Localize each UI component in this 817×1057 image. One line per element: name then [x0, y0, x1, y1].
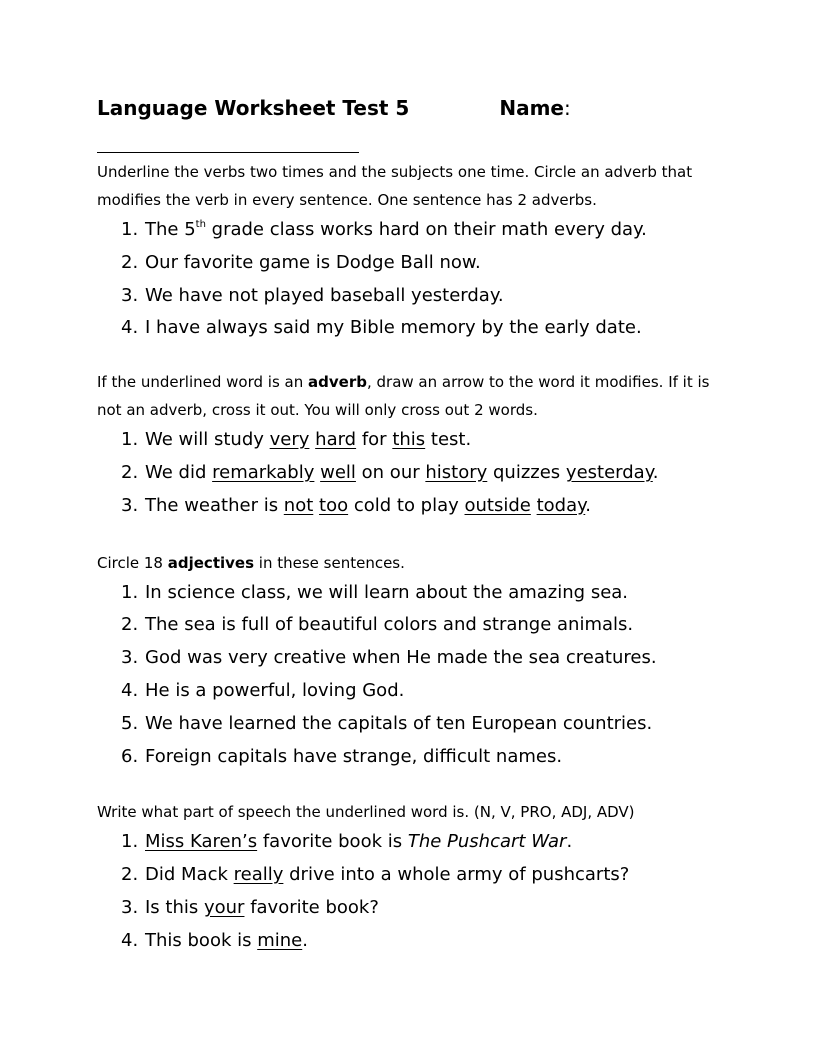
list-item	[121, 247, 727, 280]
underlined-word: mine	[257, 929, 303, 951]
item-number: 3.	[121, 494, 139, 516]
worksheet-page	[97, 96, 727, 958]
sentence-text: God was very creative when He made the sea creatures.	[145, 647, 657, 669]
section4-instructions: Write what part of speech the underlined word is. (N, V, PRO, ADJ, ADV)	[97, 803, 635, 822]
section1-instructions: Underline the verbs two times and the subjects one time. Circle an adverb that modifies the verb in every sentence. One sentence has 2 adverbs.	[97, 163, 693, 209]
section2-instructions	[97, 368, 727, 424]
list-item	[121, 609, 727, 642]
list-item	[121, 214, 727, 247]
sentence-text: .	[652, 461, 659, 483]
sentence-text: I have always said my Bible memory by the early date.	[145, 317, 642, 339]
list-item	[121, 741, 727, 774]
sentence-text: We did	[145, 461, 213, 483]
sentence-text: The 5	[145, 219, 196, 240]
list-item	[121, 424, 727, 457]
list-item	[121, 642, 727, 675]
underlined-word: very	[269, 429, 310, 451]
list-item	[121, 708, 727, 741]
sentence-text: The sea is full of beautiful colors and strange animals.	[145, 614, 634, 636]
underlined-word: hard	[315, 429, 357, 451]
list-item	[121, 312, 727, 345]
name-label: Name	[499, 96, 564, 120]
ordinal-suffix: th	[195, 219, 206, 230]
sentence-text: favorite book?	[244, 896, 379, 918]
sentence-text: He is a powerful, loving God.	[145, 679, 405, 701]
instruction-text: in these sentences.	[254, 553, 405, 572]
sentence-text: on our	[355, 461, 426, 483]
sentence-text: .	[585, 494, 591, 516]
item-number: 4.	[121, 317, 139, 339]
list-item	[121, 892, 727, 925]
item-number: 4.	[121, 929, 139, 951]
sentence-text: We will study	[145, 429, 270, 451]
section1-list	[97, 214, 727, 345]
item-number: 2.	[121, 251, 139, 273]
instruction-text: Circle 18	[97, 553, 168, 572]
sentence-text: favorite book is	[257, 831, 408, 853]
underlined-word: really	[233, 864, 284, 886]
item-number: 2.	[121, 614, 139, 636]
sentence-text: .	[566, 831, 573, 853]
item-number: 6.	[121, 745, 139, 767]
sentence-text: Foreign capitals have strange, difficult names.	[145, 745, 563, 767]
sentence-text: cold to play	[348, 494, 465, 516]
sentence-text: In science class, we will learn about the amazing sea.	[145, 581, 629, 603]
section3-instructions	[97, 549, 727, 577]
worksheet-title: Language Worksheet Test 5	[97, 96, 410, 120]
underlined-word: too	[319, 494, 349, 516]
underlined-word: well	[320, 461, 356, 483]
sentence-text: Our favorite game is Dodge Ball now.	[145, 251, 481, 273]
sentence-text: We have learned the capitals of ten European countries.	[145, 712, 653, 734]
sentence-text: The weather is	[145, 494, 284, 516]
underlined-word: Miss Karen’s	[145, 831, 258, 853]
underlined-word: your	[203, 896, 245, 918]
item-number: 1.	[121, 429, 139, 451]
item-number: 4.	[121, 679, 139, 701]
underlined-word: not	[283, 494, 314, 516]
underlined-word: remarkably	[212, 461, 315, 483]
item-number: 5.	[121, 712, 139, 734]
list-item	[121, 826, 727, 859]
item-number: 1.	[121, 581, 139, 603]
item-number: 1.	[121, 219, 139, 240]
item-number: 2.	[121, 864, 139, 886]
sentence-text: for	[356, 429, 393, 451]
sentence-text: drive into a whole army of pushcarts?	[283, 864, 630, 886]
underlined-word: today	[536, 494, 586, 516]
sentence-text: quizzes	[487, 461, 566, 483]
sentence-text: Did Mack	[145, 864, 234, 886]
underlined-word: yesterday	[565, 461, 653, 483]
section2-list	[97, 424, 727, 522]
header	[97, 96, 727, 122]
underlined-word: this	[392, 429, 426, 451]
item-number: 3.	[121, 284, 139, 306]
sentence-text: .	[302, 929, 308, 951]
item-number: 3.	[121, 896, 139, 918]
instruction-text: If the underlined word is an	[97, 373, 309, 392]
underlined-word: history	[425, 461, 488, 483]
list-item	[121, 925, 727, 958]
list-item	[121, 675, 727, 708]
sentence-text: grade class works hard on their math every day.	[205, 219, 647, 240]
underlined-word: outside	[464, 494, 531, 516]
item-number: 1.	[121, 831, 139, 853]
list-item	[121, 457, 727, 490]
sentence-text: Is this	[145, 896, 204, 918]
book-title: The Pushcart War	[407, 831, 567, 853]
section4-list	[97, 826, 727, 957]
list-item	[121, 490, 727, 523]
instruction-keyword: adverb	[308, 373, 367, 392]
sentence-text: We have not played baseball yesterday.	[145, 284, 504, 306]
name-blank-line	[97, 152, 359, 153]
item-number: 3.	[121, 647, 139, 669]
list-item	[121, 280, 727, 313]
name-colon: :	[563, 96, 571, 120]
instruction-keyword: adjectives	[167, 553, 255, 572]
item-number: 2.	[121, 461, 139, 483]
instruction-text: , draw an arrow to the word it modifies. If it is not an adverb, cross it out. You will only cross out 2 words.	[97, 373, 710, 420]
list-item	[121, 577, 727, 610]
list-item	[121, 859, 727, 892]
sentence-text: test.	[425, 429, 472, 451]
sentence-text: This book is	[145, 929, 258, 951]
section3-list	[97, 577, 727, 774]
